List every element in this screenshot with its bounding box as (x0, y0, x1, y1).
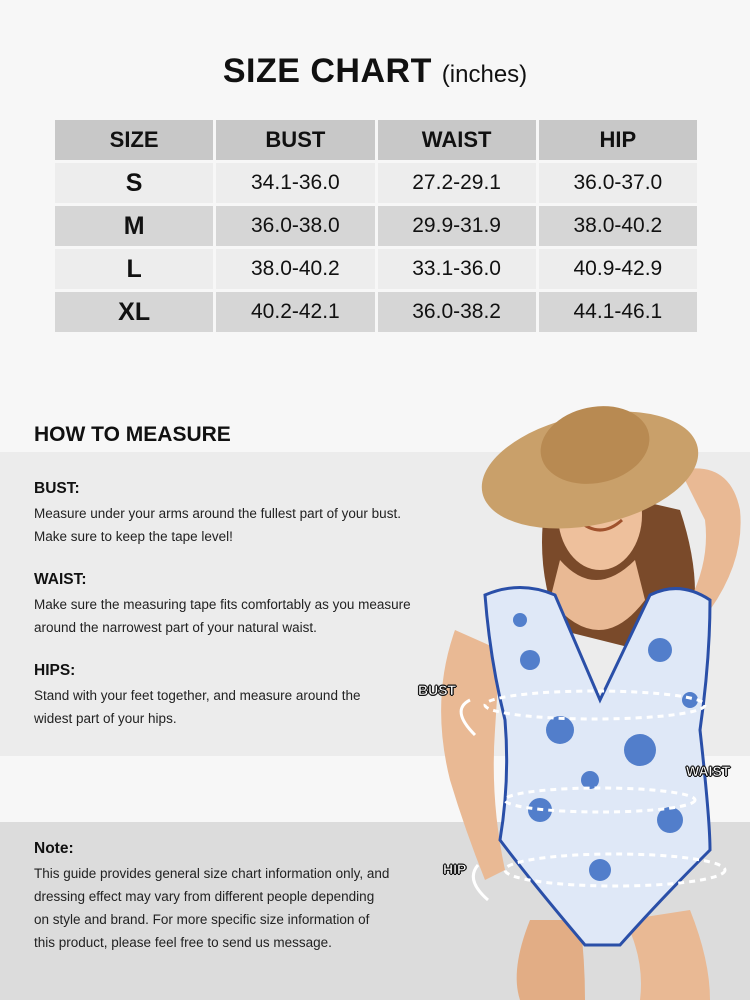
table-row (55, 292, 697, 332)
bust-value: 34.1-36.0 (216, 163, 374, 203)
hip-value: 40.9-42.9 (539, 249, 697, 289)
waist-heading: WAIST: (34, 571, 87, 588)
size-label: L (55, 249, 213, 289)
bust-heading: BUST: (34, 480, 80, 497)
bust-line-2: Make sure to keep the tape level! (34, 529, 233, 544)
note-heading: Note: (34, 840, 74, 857)
bust-section (34, 480, 434, 548)
swimsuit-shape (485, 588, 710, 946)
size-chart-table (52, 117, 700, 335)
hip-value: 44.1-46.1 (539, 292, 697, 332)
hips-section (34, 662, 434, 730)
hips-line-1: Stand with your feet together, and measure around the (34, 688, 361, 703)
bust-label: BUST (418, 682, 457, 698)
note-line-2: dressing effect may vary from different people depending (34, 889, 375, 904)
note-line-3: on style and brand. For more specific size information of (34, 912, 370, 927)
note-line-1: This guide provides general size chart information only, and (34, 866, 390, 881)
hip-label: HIP (443, 861, 467, 877)
waist-value: 36.0-38.2 (378, 292, 536, 332)
note-section (34, 840, 434, 954)
waist-value: 27.2-29.1 (378, 163, 536, 203)
header-hip: HIP (539, 120, 697, 160)
header-bust: BUST (216, 120, 374, 160)
hip-value: 36.0-37.0 (539, 163, 697, 203)
table-row (55, 206, 697, 246)
model-illustration (410, 400, 750, 1000)
table-row (55, 249, 697, 289)
bust-line-1: Measure under your arms around the fullest part of your bust. (34, 506, 401, 521)
how-to-measure-heading: HOW TO MEASURE (34, 423, 231, 446)
size-label: S (55, 163, 213, 203)
header-waist: WAIST (378, 120, 536, 160)
page-title (0, 52, 750, 91)
waist-line-1: Make sure the measuring tape fits comfortably as you measure (34, 597, 411, 612)
bust-value: 40.2-42.1 (216, 292, 374, 332)
size-label: M (55, 206, 213, 246)
bust-value: 38.0-40.2 (216, 249, 374, 289)
waist-value: 33.1-36.0 (378, 249, 536, 289)
title-main: SIZE CHART (222, 52, 432, 90)
header-size: SIZE (55, 120, 213, 160)
waist-value: 29.9-31.9 (378, 206, 536, 246)
table-header-row (55, 120, 697, 160)
title-unit: (inches) (441, 61, 528, 88)
waist-section (34, 571, 434, 639)
bust-value: 36.0-38.0 (216, 206, 374, 246)
note-line-4: this product, please feel free to send us message. (34, 935, 332, 950)
hips-heading: HIPS: (34, 662, 76, 679)
hips-line-2: widest part of your hips. (34, 711, 177, 726)
waist-line-2: around the narrowest part of your natural waist. (34, 620, 317, 635)
hip-value: 38.0-40.2 (539, 206, 697, 246)
waist-label: WAIST (686, 763, 731, 779)
size-label: XL (55, 292, 213, 332)
table-row (55, 163, 697, 203)
